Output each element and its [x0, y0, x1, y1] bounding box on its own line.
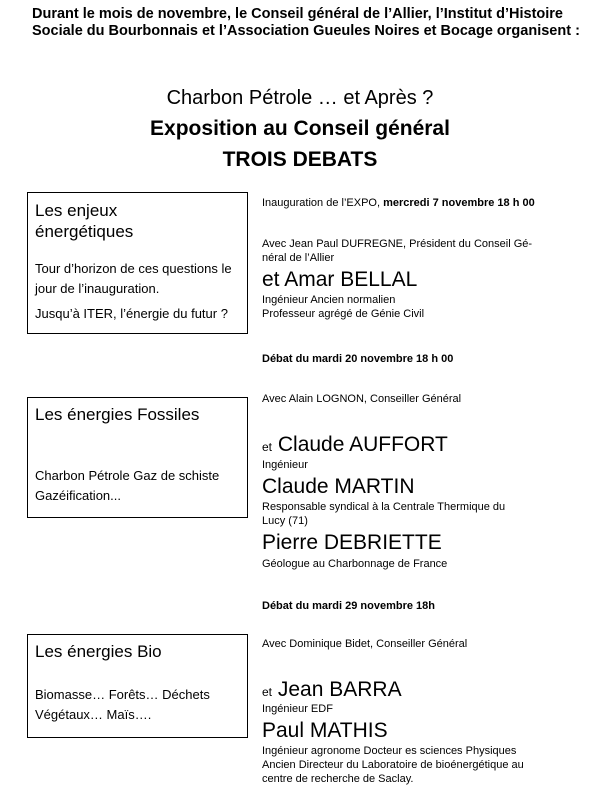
inauguration-label: Inauguration de l’EXPO,: [262, 197, 384, 209]
event2-avec: Avec Alain LOGNON, Conseiller Général: [262, 393, 462, 405]
event3-desc-line: Ingénieur agronome Docteur es sciences Physiques: [262, 745, 517, 757]
box-text-line: jour de l’inauguration.: [35, 281, 160, 296]
box-text-line: Jusqu’à ITER, l’énergie du futur ?: [35, 306, 228, 321]
event2-guest-3: Pierre DEBRIETTE: [262, 531, 442, 554]
subtitle: Charbon Pétrole … et Après ?: [166, 87, 434, 109]
box-text-line: Tour d’horizon de ces questions le: [35, 261, 232, 276]
guest-name: Jean BARRA: [277, 678, 402, 701]
box-text-line: Gazéification...: [35, 488, 121, 503]
event2-guest-2-desc: [262, 500, 505, 528]
event3-guest-1-desc: Ingénieur EDF: [262, 703, 333, 715]
box-fossiles: [27, 397, 248, 518]
box-title-line: énergétiques: [35, 222, 134, 241]
debats-title: TROIS DEBATS: [222, 148, 378, 171]
inauguration-date: mercredi 7 novembre 18 h 00: [383, 197, 535, 209]
event2-guest-1-desc: Ingénieur: [262, 459, 308, 471]
event2-desc-line: Lucy (71): [262, 515, 308, 527]
box-text-line: Végétaux… Maïs….: [35, 707, 152, 722]
et-word: et: [262, 440, 273, 454]
event3-guest-1: [262, 678, 402, 704]
event1-guest: et Amar BELLAL: [262, 268, 418, 291]
event1-avec: [262, 237, 532, 265]
event1-desc-line: Ingénieur Ancien normalien: [262, 294, 396, 306]
inauguration-line: [262, 196, 535, 210]
event1-avec-line: néral de l’Allier: [262, 252, 335, 264]
box-text-line: Biomasse… Forêts… Déchets: [35, 687, 210, 702]
box-title-line: Les énergies Fossiles: [35, 405, 200, 424]
event2-heading: Débat du mardi 20 novembre 18 h 00: [262, 353, 454, 365]
et-word: et: [262, 685, 273, 699]
intro-text: Durant le mois de novembre, le Conseil général de l’Allier, l’Institut d’Histoire Sociale du Bourbonnais et l’Association Gueules Noires et Bocage organisent :: [32, 6, 580, 39]
box-enjeux: [27, 192, 248, 334]
event3-guest-2: Paul MATHIS: [262, 719, 388, 742]
box-title-line: Les énergies Bio: [35, 642, 162, 661]
event1-desc-line: Professeur agrégé de Génie Civil: [262, 308, 425, 320]
event3-heading: Débat du mardi 29 novembre 18h: [262, 600, 435, 612]
box-title-line: Les enjeux: [35, 201, 118, 220]
event3-guest-2-desc: [262, 744, 524, 786]
expo-title: Exposition au Conseil général: [150, 117, 450, 140]
box-bio: [27, 634, 248, 738]
event2-guest-3-desc: Géologue au Charbonnage de France: [262, 558, 448, 570]
event3-desc-line: Ancien Directeur du Laboratoire de bioénergétique au: [262, 759, 524, 771]
event3-avec: Avec Dominique Bidet, Conseiller Général: [262, 638, 468, 650]
event1-guest-desc: [262, 293, 424, 321]
event2-desc-line: Responsable syndical à la Centrale Thermique du: [262, 501, 506, 513]
event2-guest-1: [262, 433, 448, 459]
box-text-line: Charbon Pétrole Gaz de schiste: [35, 468, 220, 483]
guest-name: Claude AUFFORT: [277, 433, 448, 456]
event1-avec-line: Avec Jean Paul DUFREGNE, Président du Conseil Gé-: [262, 238, 533, 250]
event3-desc-line: centre de recherche de Saclay.: [262, 773, 414, 785]
event2-guest-2: Claude MARTIN: [262, 475, 415, 498]
